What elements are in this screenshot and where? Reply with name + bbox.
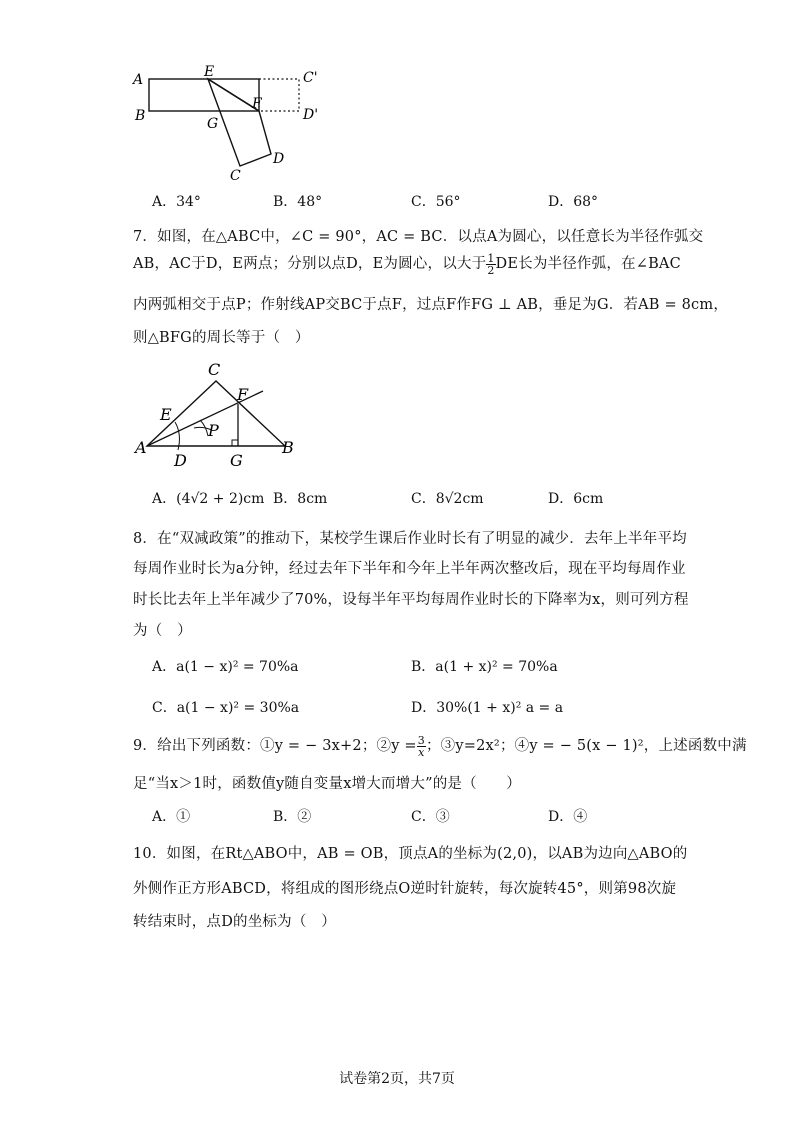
label-G2: G bbox=[230, 451, 243, 470]
q8-line-4: 为（ ） bbox=[133, 623, 192, 639]
label-B2: B bbox=[282, 438, 294, 457]
q6-option-a[interactable]: A．34° bbox=[152, 194, 201, 210]
label-P2: P bbox=[208, 421, 219, 440]
label-D-prime: D' bbox=[303, 107, 319, 123]
q8-option-d[interactable]: D．30%(1 + x)² a = a bbox=[411, 700, 564, 716]
q7-line-2 bbox=[133, 252, 681, 276]
label-F2: F bbox=[237, 385, 249, 404]
triangle-figure bbox=[130, 358, 310, 470]
dotted-rect bbox=[259, 79, 299, 111]
label-A: A bbox=[133, 72, 144, 88]
q7-option-a[interactable]: A．(4√2 + 2)cm bbox=[152, 491, 265, 507]
q7-option-d[interactable]: D．6cm bbox=[548, 491, 604, 507]
q10-line-3: 转结束时，点D的坐标为（ ） bbox=[133, 914, 336, 930]
q7-line-2b: DE长为半径作弧，在∠BAC bbox=[495, 256, 681, 272]
q6-option-c[interactable]: C．56° bbox=[411, 194, 461, 210]
q8-option-b[interactable]: B．a(1 + x)² = 70%a bbox=[411, 659, 558, 675]
q7-option-b[interactable]: B．8cm bbox=[273, 491, 328, 507]
q9-frac-num: 3 bbox=[417, 733, 425, 747]
q7-frac-num: 1 bbox=[487, 251, 495, 265]
q10-line-2: 外侧作正方形ABCD，将组成的图形绕点O逆时针旋转，每次旋转45°，则第98次旋 bbox=[133, 881, 677, 897]
label-C2: C bbox=[208, 360, 221, 379]
q9-option-a[interactable]: A．① bbox=[152, 809, 191, 825]
page-footer: 试卷第2页，共7页 bbox=[339, 1071, 455, 1087]
label-C: C bbox=[230, 168, 241, 184]
label-F: F bbox=[252, 96, 262, 112]
q8-line-3: 时长比去年上半年减少了70%，设每半年平均每周作业时长的下降率为x，则可列方程 bbox=[133, 592, 689, 608]
label-E: E bbox=[204, 64, 215, 80]
label-A2: A bbox=[135, 438, 147, 457]
q9-line-2: 足“当x＞1时，函数值y随自变量x增大而增大”的是（ ） bbox=[133, 776, 521, 792]
q9-frac-den: x bbox=[418, 745, 425, 759]
q9-option-d[interactable]: D．④ bbox=[548, 809, 588, 825]
q6-option-b[interactable]: B．48° bbox=[273, 194, 323, 210]
q7-frac-den: 2 bbox=[487, 263, 495, 277]
q7-line-1: 7．如图，在△ABC中，∠C = 90°，AC = BC．以点A为圆心，以任意长为半径作弧交 bbox=[133, 229, 704, 245]
label-G: G bbox=[207, 116, 219, 132]
q7-line-4: 则△BFG的周长等于（ ） bbox=[133, 330, 310, 346]
q8-option-c[interactable]: C．a(1 − x)² = 30%a bbox=[152, 700, 300, 716]
q7-line-2a: AB，AC于D，E两点；分别以点D，E为圆心，以大于 bbox=[133, 256, 487, 272]
q6-option-d[interactable]: D．68° bbox=[548, 194, 599, 210]
q8-option-a[interactable]: A．a(1 − x)² = 70%a bbox=[152, 659, 299, 675]
rectangle-abgf bbox=[149, 79, 259, 111]
q9-option-c[interactable]: C．③ bbox=[411, 809, 450, 825]
q9-line-1a: 9．给出下列函数：①y = − 3x+2；②y = bbox=[133, 738, 417, 754]
label-D: D bbox=[273, 151, 285, 167]
label-E2: E bbox=[160, 405, 172, 424]
q9-option-b[interactable]: B．② bbox=[273, 809, 312, 825]
q7-option-c[interactable]: C．8√2cm bbox=[411, 491, 484, 507]
fold-figure bbox=[125, 62, 335, 187]
q10-line-1: 10．如图，在Rt△ABO中，AB = OB，顶点A的坐标为(2,0)，以AB为边向△ABO的 bbox=[133, 846, 688, 862]
label-C-prime: C' bbox=[303, 70, 318, 86]
label-B: B bbox=[135, 108, 146, 124]
q8-line-1: 8．在“双减政策”的推动下，某校学生课后作业时长有了明显的减少．去年上半年平均 bbox=[133, 531, 687, 547]
q7-fraction bbox=[486, 253, 495, 276]
label-D2: D bbox=[174, 451, 187, 470]
q9-line-1 bbox=[133, 734, 747, 758]
q9-fraction bbox=[417, 735, 426, 758]
q8-line-2: 每周作业时长为a分钟，经过去年下半年和今年上半年两次整改后，现在平均每周作业 bbox=[133, 561, 686, 577]
q7-line-3: 内两弧相交于点P；作射线AP交BC于点F，过点F作FG ⊥ AB，垂足为G．若AB = 8cm， bbox=[133, 297, 729, 313]
q9-line-1b: ；③y=2x²；④y = − 5(x − 1)²，上述函数中满 bbox=[425, 738, 747, 754]
right-angle-mark bbox=[232, 440, 238, 446]
